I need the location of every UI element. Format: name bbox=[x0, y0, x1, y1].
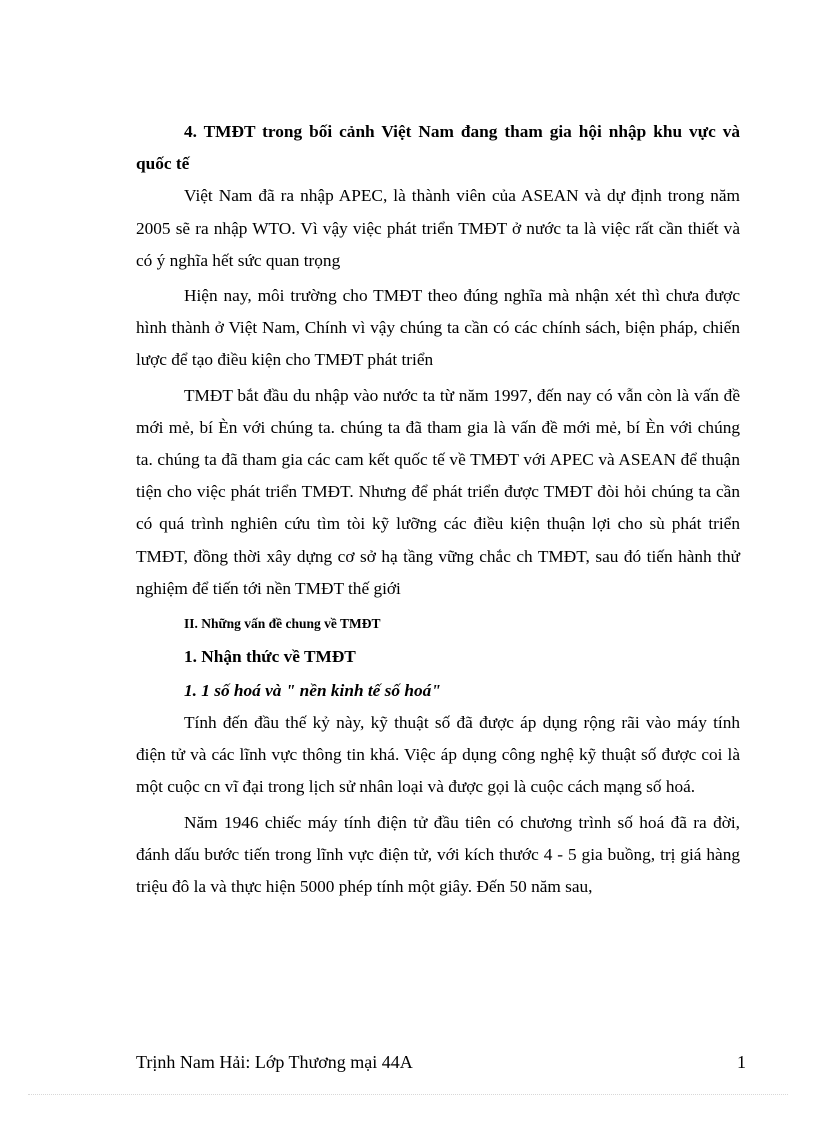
page-number: 1 bbox=[737, 1052, 746, 1072]
paragraph-apec: Việt Nam đã ra nhập APEC, là thành viên của ASEAN và dự định trong năm 2005 sẽ ra nhập WTO. Vì vậy việc phát triển TMĐT ở nước ta là việc rất cần thiết và có ý nghĩa hết sức quan trọng bbox=[136, 186, 740, 270]
footer-author: Trịnh Nam Hải: Lớp Thương mại 44A bbox=[136, 1052, 413, 1072]
paragraph-environment: Hiện nay, môi trường cho TMĐT theo đúng nghĩa mà nhận xét thì chưa được hình thành ở Việt Nam, Chính vì vậy chúng ta cần có các chính sách, biện pháp, chiến lược để tạo điều kiện cho TMĐT phát triển bbox=[136, 286, 740, 370]
section-2-heading: II. Những vấn đề chung về TMĐT bbox=[184, 616, 381, 632]
page-body bbox=[136, 116, 740, 903]
footer-divider bbox=[28, 1094, 788, 1095]
paragraph-digital: Tính đến đầu thế kỷ này, kỹ thuật số đã được áp dụng rộng rãi vào máy tính điện tử và các lĩnh vực thông tin khá. Việc áp dụng công nghệ kỹ thuật số được coi là một cuộc cn vĩ đại trong lịch sử nhân loại và được gọi là cuộc cách mạng số hoá. bbox=[136, 713, 740, 797]
subsection-1-1-heading: 1. 1 số hoá và " nền kinh tế số hoá" bbox=[184, 681, 441, 701]
subsection-1-heading: 1. Nhận thức về TMĐT bbox=[184, 647, 356, 667]
section-4-heading: 4. TMĐT trong bối cảnh Việt Nam đang tham gia hội nhập khu vực và quốc tế bbox=[136, 122, 740, 174]
paragraph-1946: Năm 1946 chiếc máy tính điện tử đầu tiên có chương trình số hoá đã ra đời, đánh dấu bước tiến trong lĩnh vực điện tử, với kích thước 4 - 5 gia buồng, trị giá hàng triệu đô la và thực hiện 5000 phép tính một giây. Đến 50 năm sau, bbox=[136, 812, 740, 897]
paragraph-history: TMĐT bắt đầu du nhập vào nước ta từ năm 1997, đến nay có vẫn còn là vấn đề mới mẻ, bí Èn với chúng ta. chúng ta đã tham gia là vấn đề mới mẻ, bí Èn với chúng ta. chúng ta đã tham gia các cam kết quốc tế về TMĐT với APEC và ASEAN để thuận tiện cho việc phát triển TMĐT. Nhưng để phát triển được TMĐT đòi hỏi chúng ta cần có quá trình nghiên cứu tìm tòi kỹ lưỡng các điều kiện thuận lợi cho sù phát triển TMĐT, đồng thời xây dựng cơ sở hạ tầng vững chắc ch TMĐT, sau đó tiến hành thử nghiệm để tiến tới nền TMĐT thế giới bbox=[136, 385, 740, 598]
